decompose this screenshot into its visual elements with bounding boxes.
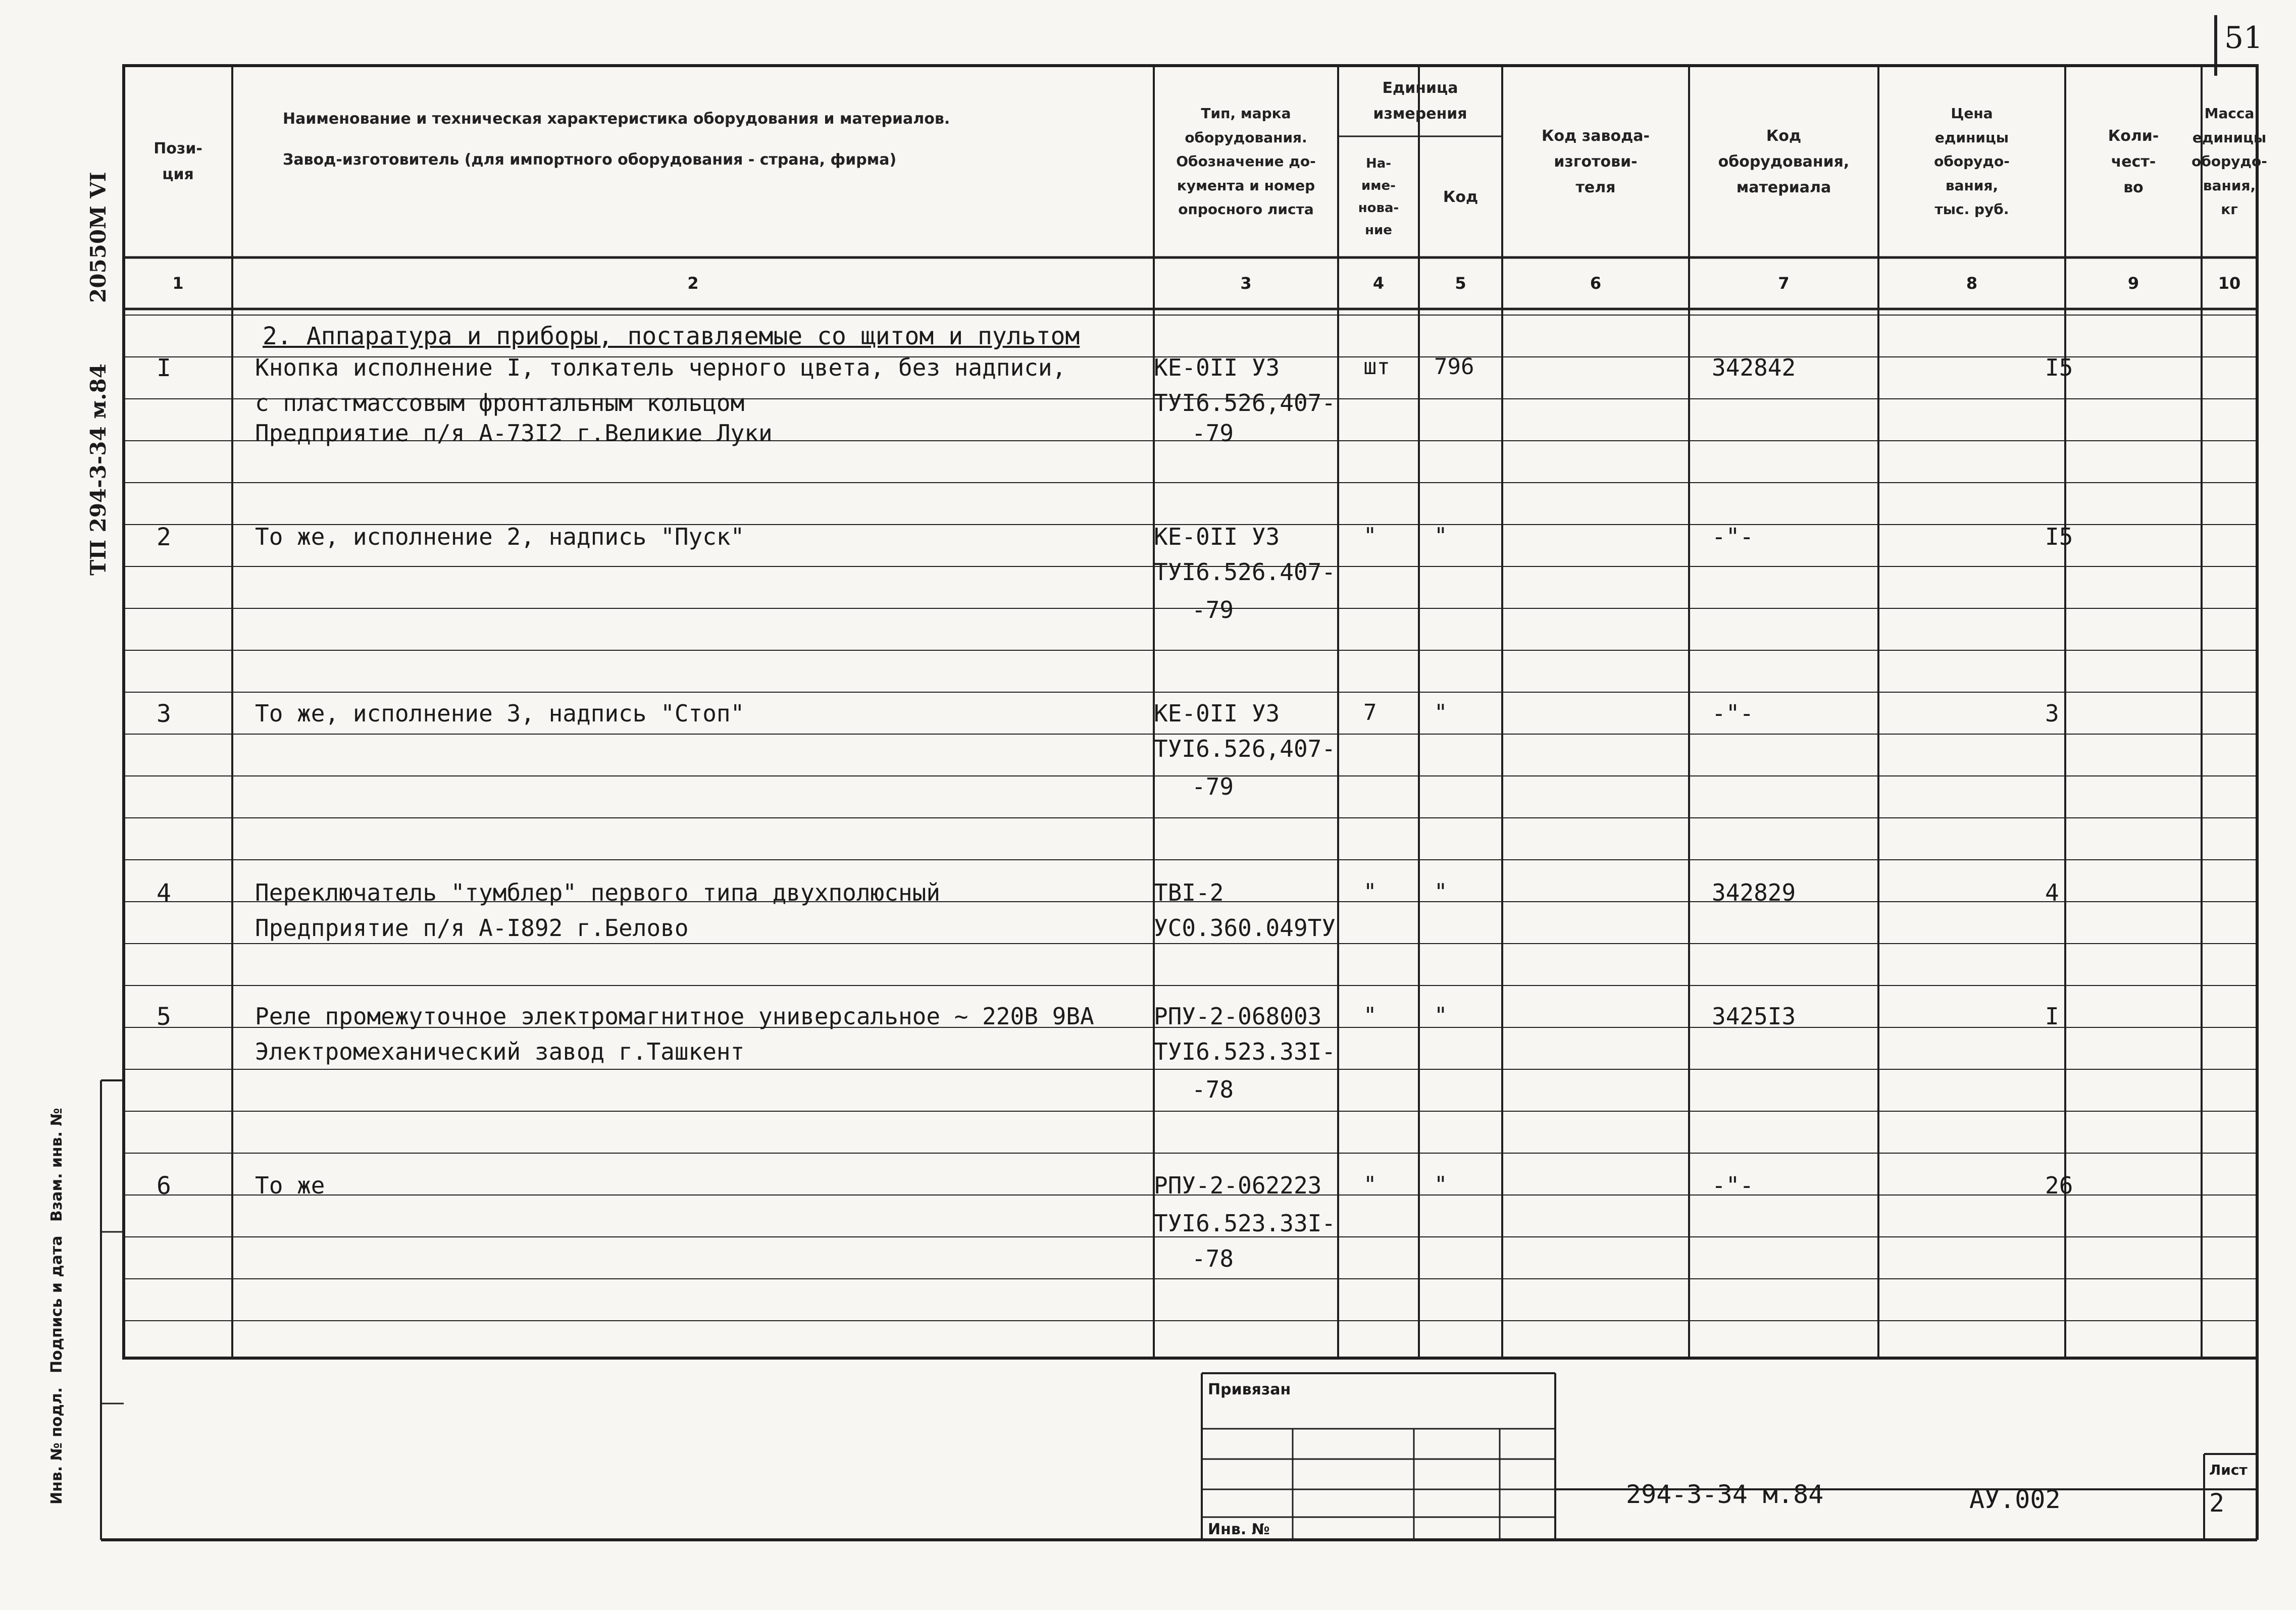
item-material-code: -"- [1712, 1172, 1754, 1199]
item-name: с пластмассовым фронтальным кольцом [255, 389, 745, 417]
column-number: 3 [1240, 274, 1252, 293]
item-unit: " [1363, 1003, 1377, 1028]
header-c2: Наименование и техническая характеристика оборудования и материалов. Завод-изготовитель (для импортного оборудования - страна, фирма) [283, 110, 950, 169]
column-number: 2 [687, 274, 699, 293]
page-number: 51 [2224, 20, 2263, 56]
item-type: ТВI-2 [1154, 879, 1224, 906]
item-type: ТУI6.523.33I- [1154, 1038, 1336, 1065]
header-c1: Пози- ция [154, 140, 202, 183]
item-unit: " [1363, 1172, 1377, 1198]
item-quantity: I5 [2045, 523, 2073, 550]
position-number: 4 [157, 879, 171, 907]
side-field-label: Взам. инв. № [48, 1108, 66, 1222]
item-unit-code: " [1434, 1003, 1448, 1028]
position-number: 6 [157, 1172, 171, 1200]
item-type: -78 [1192, 1245, 1234, 1272]
item-material-code: -"- [1712, 523, 1754, 550]
item-type: РПУ-2-062223 [1154, 1172, 1322, 1199]
item-type: РПУ-2-068003 [1154, 1003, 1322, 1030]
stamp-inv: Инв. № [1208, 1521, 1270, 1538]
column-number: 6 [1590, 274, 1602, 293]
item-material-code: 342829 [1712, 879, 1796, 906]
header-c10: Масса единицы оборудо- вания, кг [2191, 105, 2267, 218]
header-unit_group: Единица измерения [1373, 79, 1467, 123]
item-type: КЕ-0II УЗ [1154, 354, 1280, 381]
item-name: То же [255, 1172, 325, 1199]
header-c8: Цена единицы оборудо- вания, тыс. руб. [1934, 105, 2010, 218]
item-unit-code: " [1434, 1172, 1448, 1198]
item-type: КЕ-0II УЗ [1154, 700, 1280, 727]
side-doc-code: ТП 294-3-34 м.84 [86, 363, 111, 576]
column-number: 4 [1372, 274, 1385, 293]
item-type: -79 [1192, 420, 1234, 447]
item-quantity: 4 [2045, 879, 2059, 906]
item-unit-code: " [1434, 700, 1448, 725]
item-quantity: 3 [2045, 700, 2059, 727]
item-name: Предприятие п/я А-73I2 г.Великие Луки [255, 420, 773, 447]
item-material-code: 342842 [1712, 354, 1796, 381]
item-unit-code: 796 [1434, 354, 1474, 380]
column-number: 9 [2127, 274, 2139, 293]
item-quantity: 26 [2045, 1172, 2073, 1199]
position-number: 2 [157, 523, 171, 551]
position-number: 5 [157, 1003, 171, 1031]
item-name: То же, исполнение 2, надпись "Пуск" [255, 523, 745, 550]
stamp-sheet-code: АУ.002 [1969, 1485, 2061, 1514]
item-unit: " [1363, 879, 1377, 905]
column-number: 7 [1778, 274, 1790, 293]
section-title: 2. Аппаратура и приборы, поставляемые со щитом и пультом [263, 322, 1080, 350]
item-name: Предприятие п/я А-I892 г.Белово [255, 914, 689, 942]
item-unit: шт [1363, 354, 1390, 380]
item-type: УС0.360.049ТУ [1154, 914, 1336, 942]
item-type: -79 [1192, 596, 1234, 624]
stamp-privyazan: Привязан [1208, 1381, 1291, 1398]
item-name: Кнопка исполнение I, толкатель черного цвета, без надписи, [255, 354, 1066, 381]
stamp-doc-code: 294-3-34 м.84 [1626, 1480, 1824, 1509]
header-c4: На- име- нова- ние [1358, 155, 1399, 238]
position-number: 3 [157, 700, 171, 728]
stamp-list-number: 2 [2209, 1488, 2225, 1518]
position-number: I [157, 354, 171, 382]
item-type: КЕ-0II УЗ [1154, 523, 1280, 550]
item-quantity: I5 [2045, 354, 2073, 381]
item-name: Переключатель "тумблер" первого типа двухполюсный [255, 879, 941, 906]
header-c6: Код завода- изготови- теля [1542, 127, 1650, 196]
side-album-code: 20550М VI [86, 172, 111, 303]
item-unit-code: " [1434, 523, 1448, 549]
column-number: 8 [1966, 274, 1978, 293]
column-number: 1 [172, 274, 184, 293]
item-type: ТУI6.526,407- [1154, 735, 1336, 762]
item-type: ТУI6.523.33I- [1154, 1210, 1336, 1237]
header-c7: Код оборудования, материала [1718, 127, 1850, 196]
column-number: 10 [2218, 274, 2241, 293]
item-type: ТУI6.526,407- [1154, 389, 1336, 417]
item-material-code: 3425I3 [1712, 1003, 1796, 1030]
item-type: -79 [1192, 773, 1234, 800]
header-c5: Код [1443, 188, 1478, 206]
stamp-list-label: Лист [2209, 1462, 2248, 1478]
item-type: -78 [1192, 1076, 1234, 1103]
item-unit-code: " [1434, 879, 1448, 905]
item-quantity: I [2045, 1003, 2059, 1030]
item-unit: 7 [1363, 700, 1377, 725]
header-c9: Коли- чест- во [2108, 127, 2159, 196]
item-material-code: -"- [1712, 700, 1754, 727]
item-name: Электромеханический завод г.Ташкент [255, 1038, 745, 1065]
side-field-label: Инв. № подл. [48, 1387, 66, 1504]
column-number: 5 [1455, 274, 1466, 293]
item-name: Реле промежуточное электромагнитное универсальное ~ 220В 9ВА [255, 1003, 1094, 1030]
item-type: ТУI6.526.407- [1154, 558, 1336, 586]
header-c3: Тип, марка оборудования. Обозначение до- кумента и номер опросного листа [1176, 105, 1316, 218]
item-unit: " [1363, 523, 1377, 549]
item-name: То же, исполнение 3, надпись "Стоп" [255, 700, 745, 727]
side-field-label: Подпись и дата [48, 1235, 66, 1373]
